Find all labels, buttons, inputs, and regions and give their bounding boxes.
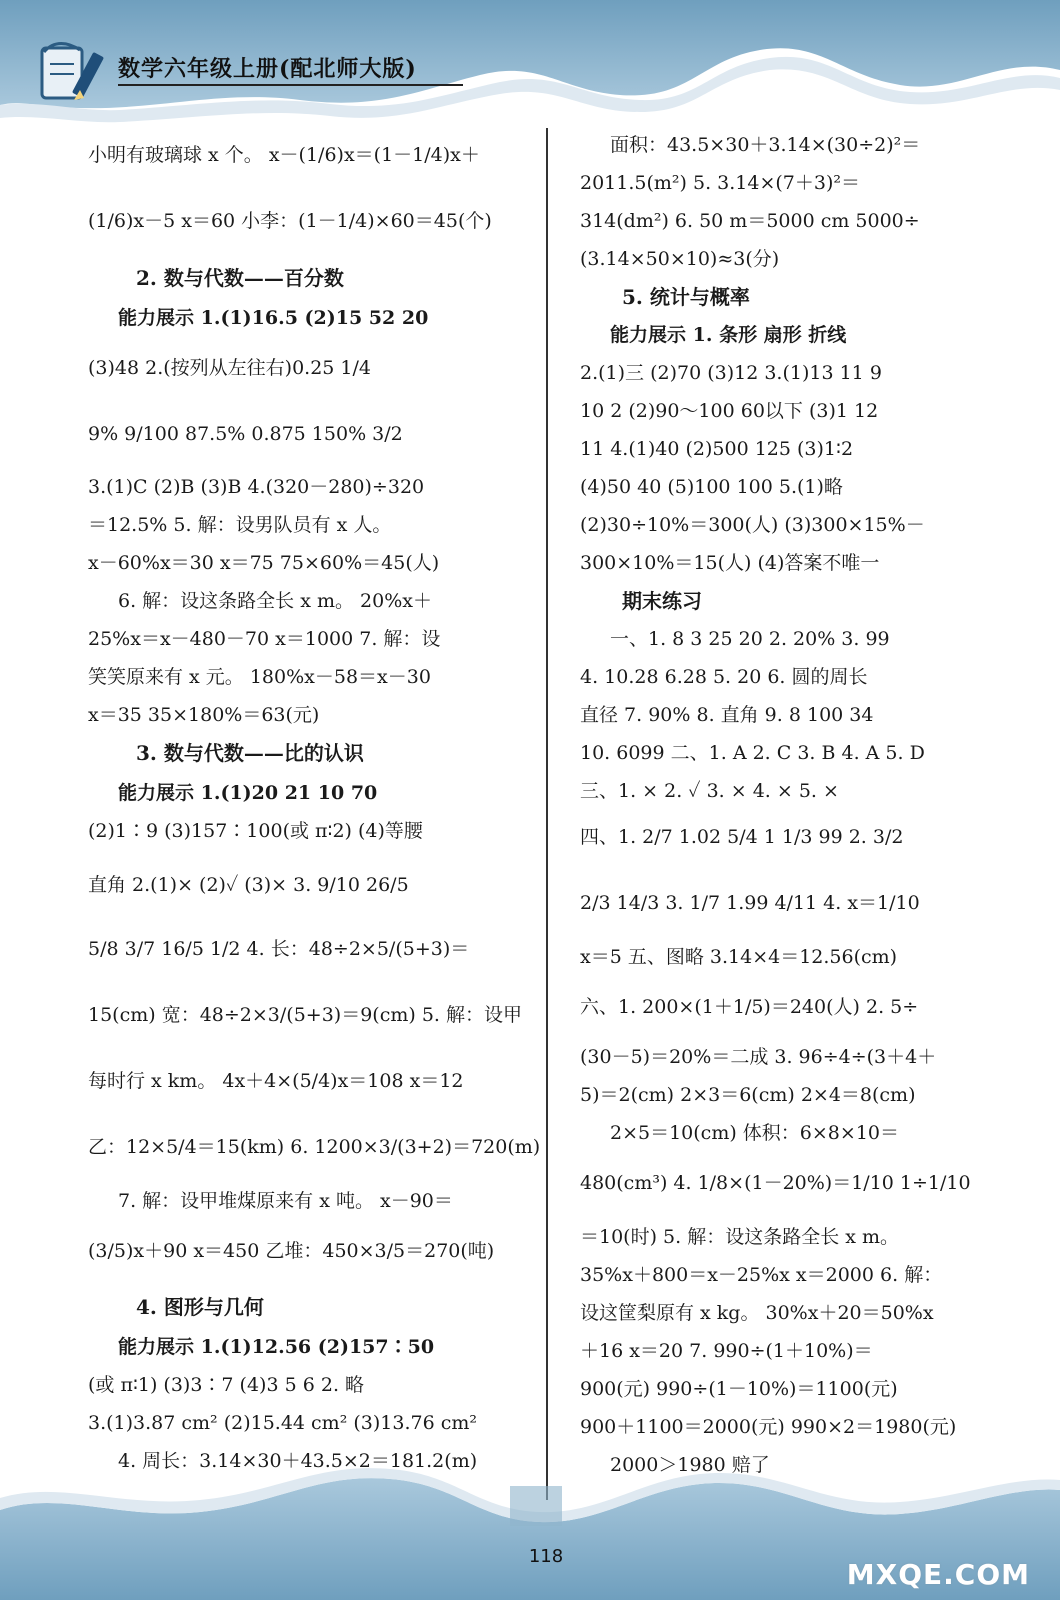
answer-line: (30－5)＝20%＝二成 3. 96÷4÷(3＋4＋ — [580, 1046, 937, 1068]
answer-line: 4. 周长：3.14×30＋43.5×2＝181.2(m) — [118, 1450, 478, 1472]
answer-line: 3.(1)C (2)B (3)B 4.(320－280)÷320 — [88, 476, 425, 498]
answer-line: 一、1. 8 3 25 20 2. 20% 3. 99 — [610, 628, 890, 650]
answer-line: (4)50 40 (5)100 100 5.(1)略 — [580, 476, 843, 498]
answer-line: 10 2 (2)90～100 60以下 (3)1 12 — [580, 400, 879, 422]
answer-line: ＝10(时) 5. 解：设这条路全长 x m。 — [580, 1226, 900, 1248]
answer-line: 2×5＝10(cm) 体积：6×8×10＝ — [610, 1122, 899, 1144]
answer-line: 5/8 3/7 16/5 1/2 4. 长：48÷2×5/(5+3)＝ — [88, 938, 470, 960]
answer-line: 35%x＋800＝x－25%x x＝2000 6. 解： — [580, 1264, 943, 1286]
answer-line: 480(cm³) 4. 1/8×(1－20%)＝1/10 1÷1/10 — [580, 1172, 971, 1194]
column-divider — [546, 128, 548, 1500]
answer-line: x＝5 五、图略 3.14×4＝12.56(cm) — [580, 946, 898, 968]
answer-line: 900＋1100＝2000(元) 990×2＝1980(元) — [580, 1416, 957, 1438]
answer-line: 设这筐梨原有 x kg。 30%x＋20＝50%x — [580, 1302, 934, 1324]
answer-line: 3.(1)3.87 cm² (2)15.44 cm² (3)13.76 cm² — [88, 1412, 477, 1434]
site-watermark — [846, 1505, 1050, 1595]
answer-line: 面积：43.5×30＋3.14×(30÷2)²＝ — [610, 134, 921, 156]
answer-line: 直径 7. 90% 8. 直角 9. 8 100 34 — [580, 704, 874, 726]
answer-line: 10. 6099 二、1. A 2. C 3. B 4. A 5. D — [580, 742, 925, 764]
answer-line: 7. 解：设甲堆煤原来有 x 吨。 x－90＝ — [118, 1190, 453, 1212]
answer-line: 300×10%＝15(人) (4)答案不唯一 — [580, 552, 880, 574]
answer-line: 314(dm²) 6. 50 m＝5000 cm 5000÷ — [580, 210, 920, 232]
answer-line: (2)1∶9 (3)157∶100(或 π∶2) (4)等腰 — [88, 820, 423, 842]
section-heading: 3. 数与代数——比的认识 — [136, 741, 364, 765]
answer-line: 能力展示 1.(1)20 21 10 70 — [118, 782, 378, 804]
answer-line: 9% 9/100 87.5% 0.875 150% 3/2 — [88, 423, 403, 445]
section-heading: 期末练习 — [622, 589, 702, 613]
book-title: 数学六年级上册(配北师大版) — [118, 56, 417, 82]
answer-line: 6. 解：设这条路全长 x m。 20%x＋ — [118, 590, 432, 612]
answer-line: (1/6)x－5 x＝60 小李：(1－1/4)×60＝45(个) — [88, 210, 492, 232]
section-heading: 2. 数与代数——百分数 — [136, 266, 344, 290]
answer-line: 四、1. 2/7 1.02 5/4 1 1/3 99 2. 3/2 — [580, 826, 904, 848]
answer-line: 能力展示 1. 条形 扇形 折线 — [610, 324, 847, 346]
section-heading: 4. 图形与几何 — [136, 1295, 264, 1319]
answer-line: (或 π∶1) (3)3∶7 (4)3 5 6 2. 略 — [88, 1374, 365, 1396]
page-number: 118 — [528, 1546, 564, 1567]
answer-line: 2011.5(m²) 5. 3.14×(7＋3)²＝ — [580, 172, 860, 194]
answer-line: 每时行 x km。 4x＋4×(5/4)x＝108 x＝12 — [88, 1070, 464, 1092]
answer-line: 笑笑原来有 x 元。 180%x－58＝x－30 — [88, 666, 431, 688]
answer-line: 六、1. 200×(1＋1/5)＝240(人) 2. 5÷ — [580, 996, 919, 1018]
answer-line: 三、1. × 2. ✓ 3. × 4. × 5. × — [580, 780, 839, 802]
answer-line: 乙：12×5/4＝15(km) 6. 1200×3/(3+2)＝720(m) — [88, 1136, 541, 1158]
answer-line: ＝12.5% 5. 解：设男队员有 x 人。 — [88, 514, 392, 536]
answer-line: (3)48 2.(按列从左往右)0.25 1/4 — [88, 357, 372, 379]
answer-line: (2)30÷10%＝300(人) (3)300×15%－ — [580, 514, 925, 536]
answer-line: 900(元) 990÷(1－10%)＝1100(元) — [580, 1378, 898, 1400]
answer-line: 2.(1)三 (2)70 (3)12 3.(1)13 11 9 — [580, 362, 882, 384]
answer-line: x＝35 35×180%＝63(元) — [88, 704, 320, 726]
answer-line: 5)＝2(cm) 2×3＝6(cm) 2×4＝8(cm) — [580, 1084, 916, 1106]
answer-line: 能力展示 1.(1)12.56 (2)157∶50 — [118, 1336, 435, 1358]
answer-line: ＋16 x＝20 7. 990÷(1＋10%)＝ — [580, 1340, 873, 1362]
answer-line: 25%x＝x－480－70 x＝1000 7. 解：设 — [88, 628, 441, 650]
watermark-text: MXQE.COM — [846, 1558, 1030, 1591]
book-logo-icon — [34, 30, 120, 110]
answer-line: 11 4.(1)40 (2)500 125 (3)1∶2 — [580, 438, 854, 460]
answer-line: 直角 2.(1)× (2)✓ (3)× 3. 9/10 26/5 — [88, 874, 409, 896]
answer-line: 2/3 14/3 3. 1/7 1.99 4/11 4. x＝1/10 — [580, 892, 920, 914]
answer-line: 小明有玻璃球 x 个。 x－(1/6)x＝(1－1/4)x＋ — [88, 144, 480, 166]
answer-line: x－60%x＝30 x＝75 75×60%＝45(人) — [88, 552, 440, 574]
title-underline — [118, 84, 463, 86]
answer-line: (3.14×50×10)≈3(分) — [580, 248, 780, 270]
answer-line: 2000＞1980 赔了 — [610, 1454, 770, 1476]
section-heading: 5. 统计与概率 — [622, 285, 750, 309]
answer-line: (3/5)x＋90 x＝450 乙堆：450×3/5＝270(吨) — [88, 1240, 495, 1262]
answer-line: 能力展示 1.(1)16.5 (2)15 52 20 — [118, 307, 429, 329]
answer-line: 4. 10.28 6.28 5. 20 6. 圆的周长 — [580, 666, 868, 688]
answer-line: 15(cm) 宽：48÷2×3/(5+3)＝9(cm) 5. 解：设甲 — [88, 1004, 522, 1026]
